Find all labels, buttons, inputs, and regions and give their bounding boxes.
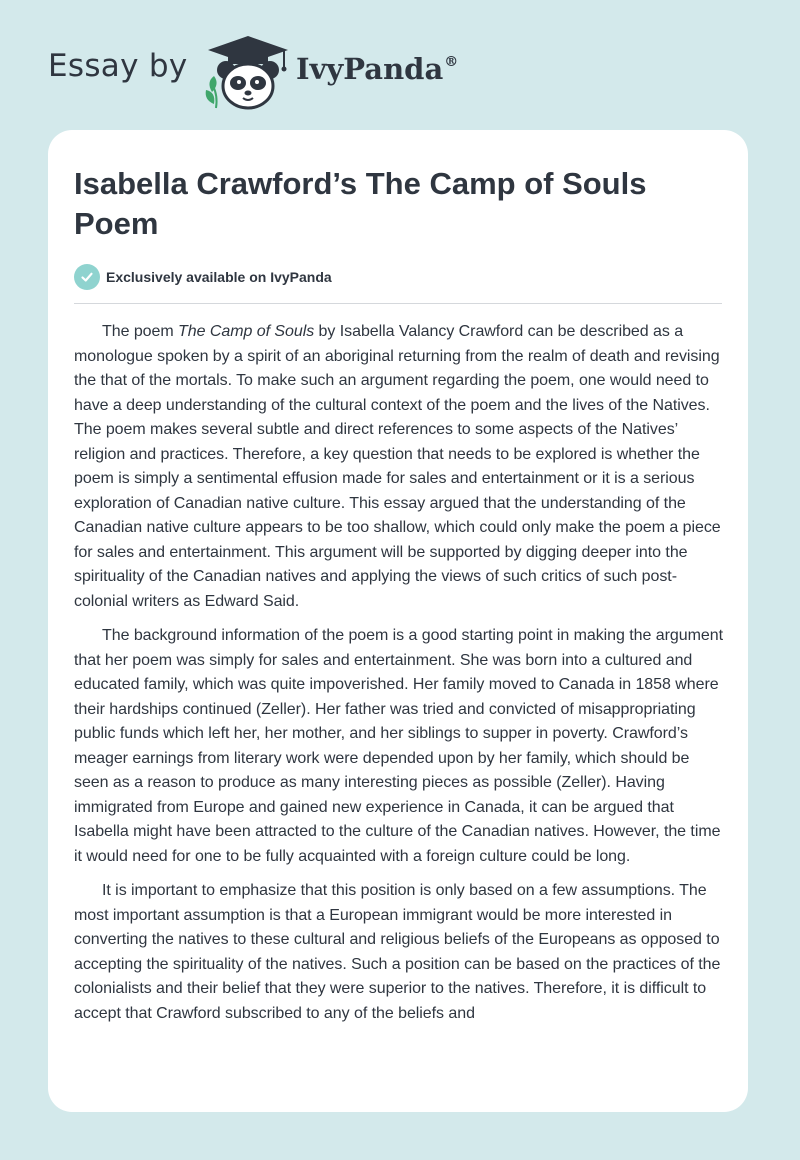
- paragraph-3: It is important to emphasize that this position is only based on a few assumptions. The most important assumption is that a European immigrant would be more interested in converting the natives to these cultural and religious beliefs of the Europeans as opposed to accepting the spirituality of the natives. Such a position can be based on the practices of the colonialists and their belief that they were superior to the natives. Therefore, it is difficult to accept that Crawford subscribed to any of the beliefs and: [74, 882, 721, 1022]
- essay-card: [48, 130, 748, 1112]
- essay-title: Isabella Crawford’s The Camp of Souls Poem: [74, 166, 647, 241]
- paragraph-1: The poem The Camp of Souls by Isabella Valancy Crawford can be described as a monologue spoken by a spirit of an aboriginal returning from the realm of death and revising the that of the mortals. To make such an argument regarding the poem, one would need to have a deep understanding of the cultural context of the poem and the lives of the Natives. The poem makes several subtle and direct references to some aspects of the Natives’ religion and practices. Therefore, a key question that needs to be explored is whether the poem is simply a sentimental effusion made for sales and entertainment or it is a serious exploration of Canadian native culture. This essay argued that the understanding of the Canadian native culture appears to be too shallow, which could only make the poem a piece for sales and entertainment. This argument will be supported by digging deeper into the spirituality of the Canadian natives and applying the views of such critics of such post-colonial writers as Edward Said.: [74, 323, 721, 610]
- site-header: [48, 30, 508, 110]
- divider: [74, 303, 722, 304]
- badge-text: Exclusively available on IvyPanda: [106, 269, 332, 285]
- registered-mark: ®: [444, 54, 459, 70]
- panda-graduate-icon[interactable]: [200, 34, 296, 112]
- brand-name[interactable]: IvyPanda®: [296, 52, 459, 86]
- check-circle-icon: [74, 264, 100, 290]
- paragraph-2: The background information of the poem is a good starting point in making the argument that her poem was simply for sales and entertainment. She was born into a cultured and educated family, which was quite impoverished. Her family moved to Canada in 1858 where their hardships continued (Zeller). Her father was tried and convicted of misappropriating public funds which left her, her mother, and her siblings to supper in poverty. Crawford’s meager earnings from literary work were depended upon by her family, which should be seen as a reason to produce as many interesting pieces as possible (Zeller). Having immigrated from Europe and gained new experience in Canada, it can be argued that Isabella might have been attracted to the culture of the Canadian natives. However, the time it would need for one to be fully acquainted with a foreign culture could be long.: [74, 627, 723, 865]
- essay-body: [74, 320, 726, 1036]
- essay-by-label: Essay by: [48, 48, 188, 84]
- exclusive-badge: [74, 264, 332, 290]
- poem-title: The Camp of Souls: [178, 323, 315, 340]
